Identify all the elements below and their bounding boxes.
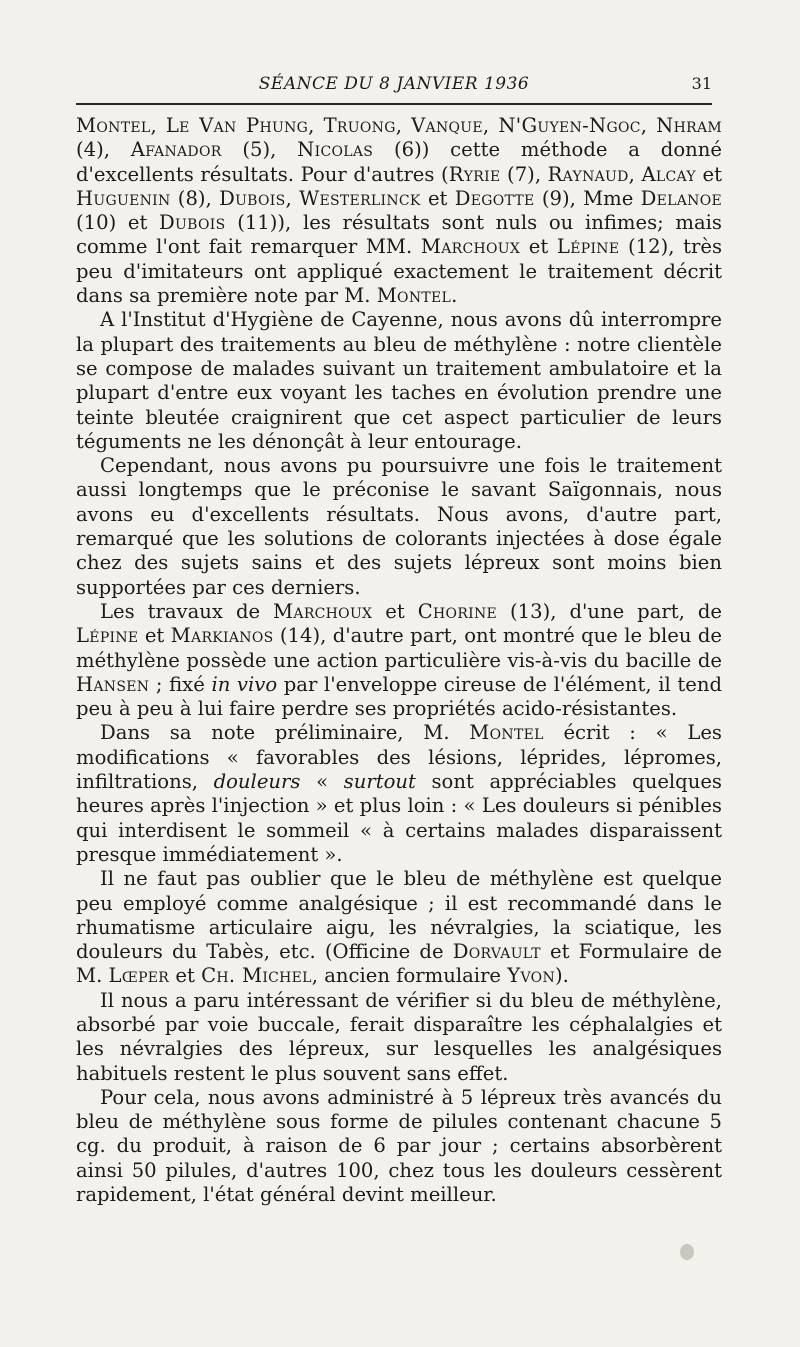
text-run: (4), (76, 138, 131, 162)
ink-smudge (680, 1244, 694, 1260)
text-run: Les travaux de (100, 599, 274, 623)
author-name: Hansen (76, 672, 150, 696)
text-run: , (308, 114, 324, 137)
italic-term: douleurs (213, 770, 301, 794)
author-name: Dubois (159, 211, 226, 235)
author-name: Marchoux (273, 599, 373, 623)
text-run: (10) et (76, 211, 160, 235)
paragraph-8: Pour cela, nous avons administré à 5 lépreux très avancés du bleu de méthylène sous forme de pilules contenant chacune 5 cg. du produit, à raison de 6 par jour ; certains absorbèrent ainsi 50 pilules, d'autres 100, chez tous les douleurs cessèrent rapidement, l'état général devint meilleur. (76, 1085, 722, 1207)
author-name: Delanoe (640, 186, 722, 210)
text-run: et (138, 624, 171, 648)
author-name: Markianos (170, 624, 274, 648)
text-run: , (628, 162, 642, 186)
author-name: Ch. Michel (201, 964, 312, 988)
text-run: , (395, 114, 412, 137)
text-run: ). (555, 964, 569, 988)
text-run: et (372, 599, 418, 623)
text-run: par l'enveloppe cireuse de l'élément, il tend peu à peu à lui faire perdre ses propriétés acido-résistantes. (76, 672, 722, 721)
text-run: « (300, 770, 344, 794)
paragraph-3: Cependant, nous avons pu poursuivre une fois le traitement aussi longtemps que le préconise le savant Saïgonnais, nous avons eu d'excellents résultats. Nous avons, d'autre part, remarqué que les solutions de colorants injectées à dose égale chez des sujets sains et des sujets lépreux sont moins bien supportées par ces derniers. (76, 454, 722, 599)
text-run: (5), (221, 138, 298, 162)
running-title: SÉANCE DU 8 JANVIER 1936 (258, 74, 530, 94)
running-header (76, 64, 712, 96)
text-run: et (420, 186, 455, 210)
text-run: et (520, 235, 557, 259)
author-name: Montel (76, 114, 151, 137)
text-run: , (285, 186, 300, 210)
author-name: Afanador (130, 138, 222, 162)
author-name: Truong (323, 114, 396, 137)
text-run: et (169, 964, 202, 988)
author-name: Dorvault (452, 940, 541, 964)
text-run: , (150, 114, 166, 137)
text-run: et (695, 162, 722, 186)
text-run: et Formulaire de M. (76, 940, 723, 988)
italic-term: surtout (343, 770, 416, 794)
paragraph-6 (76, 867, 722, 988)
paragraph-1 (76, 114, 722, 308)
author-name: Huguenin (76, 186, 171, 210)
author-name: Vanque (411, 114, 483, 137)
author-name: Degotte (454, 186, 535, 210)
author-name: Westerlinck (299, 186, 421, 210)
text-run: (13), d'une part, de (497, 599, 722, 623)
author-name: Le Van Phung (165, 114, 309, 137)
text-run: (6)) cette méthode a donné d'excellents résultats. Pour d'autres ( (76, 138, 722, 186)
paragraph-5 (76, 721, 722, 867)
text-run: sont appréciables quelques heures après l'injection » et plus loin : « Les douleurs si pénibles qui interdisent le sommeil « à certains malades disparaissent presque immédiatement ». (76, 770, 722, 866)
text-run: . (451, 284, 458, 308)
author-name: Lépine (556, 235, 620, 259)
text-run: , (640, 114, 657, 137)
text-run: écrit : « Les modifications « favorables des lésions, léprides, lépromes, infiltrations, (76, 721, 722, 794)
body-text (76, 114, 722, 1207)
page-number: 31 (691, 74, 712, 93)
text-run: (8), (170, 186, 220, 210)
italic-term: in vivo (211, 672, 278, 696)
text-run: (11)), les résultats sont nuls ou infimes; mais comme l'ont fait remarquer MM. (76, 211, 722, 259)
text-run: (7), (500, 162, 548, 186)
author-name: N'Guyen-Ngoc (498, 114, 641, 137)
author-name: Montel (376, 284, 452, 308)
text-run: , (482, 114, 499, 137)
text-run: Dans sa note préliminaire, M. (100, 721, 470, 745)
author-name: Chorine (417, 599, 498, 623)
author-name: Yvon (507, 964, 555, 988)
text-run: Il ne faut pas oublier que le bleu de méthylène est quelque peu employé comme analgésique ; il est recommandé dans le rhumatisme articulaire aigu, les névralgies, la sciatique, les douleurs du Tabès, etc. (Officine de (76, 867, 722, 964)
author-name: Lœper (108, 964, 170, 988)
author-name: Montel (469, 721, 544, 745)
author-name: Lépine (76, 624, 139, 648)
text-run: (9), Mme (534, 186, 641, 210)
text-run: (14), d'autre part, ont montré que le bleu de méthylène possède une action particulière vis-à-vis du bacille de (76, 624, 722, 672)
author-name: Nicolas (297, 138, 374, 162)
paragraph-7: Il nous a paru intéressant de vérifier si du bleu de méthylène, absorbé par voie buccale, ferait disparaître les céphalalgies et les névralgies des lépreux, sur lesquelles les analgésiques habituels restent le plus souvent sans effet. (76, 988, 722, 1085)
author-name: Marchoux (420, 235, 521, 259)
author-name: Dubois (219, 186, 286, 210)
paragraph-2: A l'Institut d'Hygiène de Cayenne, nous avons dû interrompre la plupart des traitements au bleu de méthylène : notre clientèle se compose de malades suivant un traitement ambulatoire et la plupart d'entre eux voyant les taches en évolution prendre une teinte bleutée craignirent que cet aspect particulier de leurs téguments ne les dénonçât à leur entourage. (76, 308, 722, 453)
text-run: , ancien formulaire (311, 964, 508, 988)
author-name: Alcay (641, 162, 696, 186)
paragraph-4 (76, 600, 722, 721)
author-name: Raynaud (547, 162, 629, 186)
text-run: ; fixé (149, 672, 212, 696)
author-name: Nhram (656, 114, 722, 137)
author-name: Ryrie (448, 162, 501, 186)
header-rule (76, 103, 712, 105)
text-run: (12), très peu d'imitateurs ont appliqué exactement le traitement décrit dans sa première note par M. (76, 235, 723, 308)
